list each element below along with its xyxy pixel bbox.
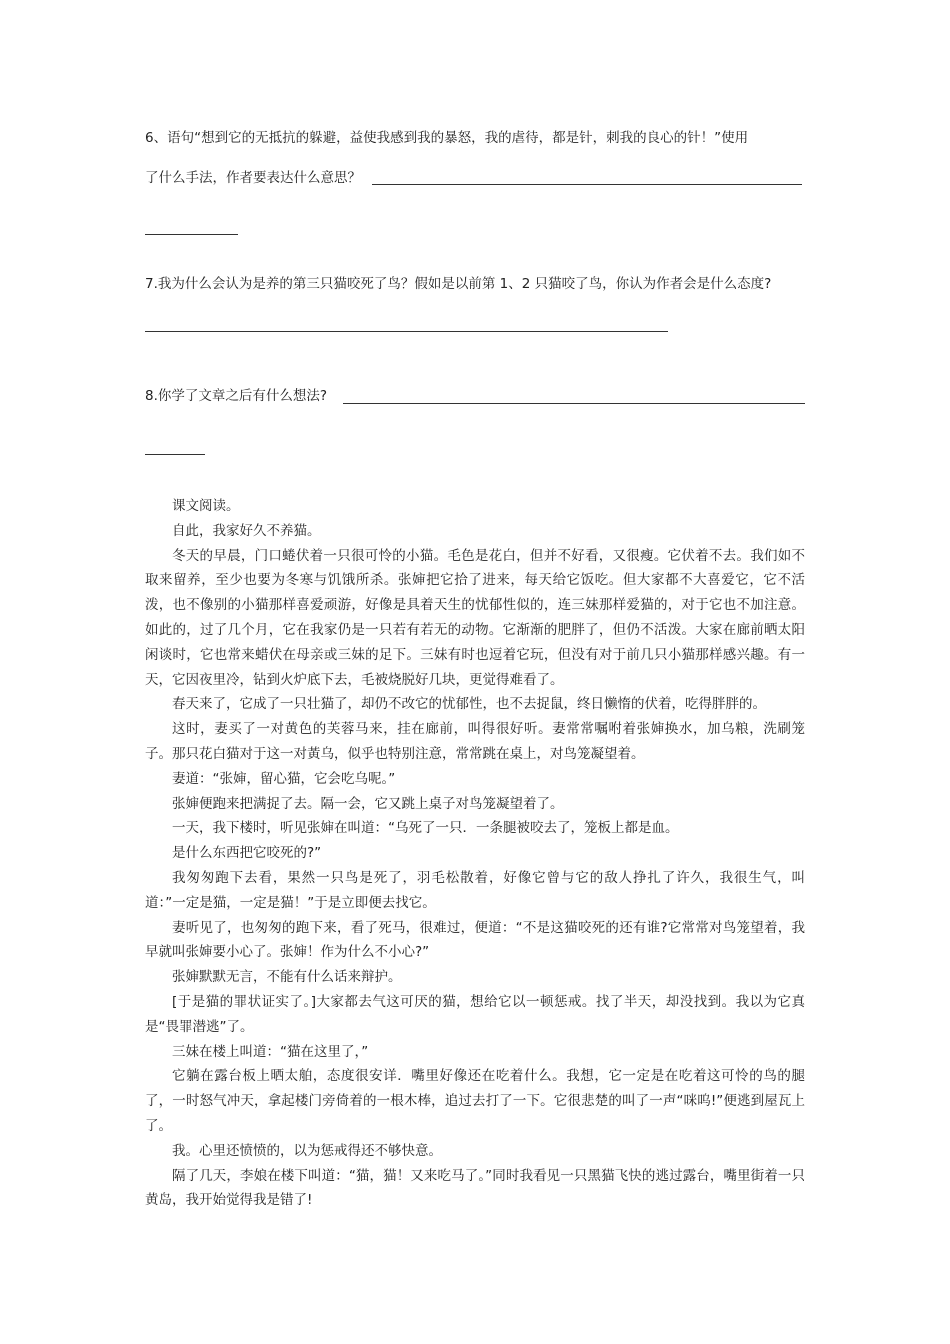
reading-paragraph: 一天，我下楼时，听见张婶在叫道：“乌死了一只．一条腿被咬去了，笼板上都是血。 [172, 820, 679, 837]
answer-line-q8-b [145, 454, 205, 455]
answer-line-q6-b [145, 234, 238, 235]
reading-paragraph: 春天来了，它成了一只壮猫了，却仍不改它的忧郁性，也不去捉鼠，终日懒惰的伏着，吃得胖胖的。 [172, 696, 766, 713]
reading-heading: 课文阅读。 [172, 498, 240, 514]
reading-paragraph: 我匆匆跑下去看，果然一只鸟是死了，羽毛松散着，好像它曾与它的敌人挣扎了许久，我很生气，叫道：”一定是猫，一定是猫！”于是立即便去找它。 [145, 869, 805, 911]
question-6-line-2: 了什么手法，作者要表达什么意思？ [145, 170, 361, 186]
question-8: 8.你学了文章之后有什么想法? [145, 388, 328, 404]
reading-paragraph: 我。心里还愤愤的，以为惩戒得还不够快意。 [172, 1142, 442, 1159]
reading-paragraph: 张婶便跑来把满捉了去。隔一会，它又跳上桌子对鸟笼凝望着了。 [172, 795, 564, 812]
reading-paragraph: 张婶默默无言，不能有什么话来辩护。 [172, 969, 402, 986]
reading-paragraph: 三妹在楼上叫道：“猫在这里了，” [172, 1043, 369, 1060]
reading-paragraph: 自此，我家好久不养猫。 [172, 522, 321, 539]
question-6-line-1: 6、语句“想到它的无抵抗的躲避，益使我感到我的暴怒，我的虐待，都是针，刺我的良心的针！”使用 [145, 130, 749, 146]
reading-paragraph: 妻听见了，也匆匆的跑下来，看了死马，很难过，便道：“不是这猫咬死的还有谁?它常常对鸟笼望着，我早就叫张婶要小心了。张婶！作为什么不小心?” [145, 919, 805, 961]
reading-paragraph: 它躺在露台板上晒太舶，态度很安详．嘴里好像还在吃着什么。我想，它一定是在吃着这可怜的鸟的腿了，一时怒气冲天，拿起楼门旁倚着的一根木棒，追过去打了一下。它很悲楚的叫了一声“咪呜!”便逃到屋瓦上了。 [145, 1068, 805, 1134]
reading-paragraph: 隔了几天，李娘在楼下叫道：“猫，猫！又来吃马了。”同时我看见一只黑猫飞快的逃过露台，嘴里街着一只黄岛，我开始觉得我是错了! [145, 1167, 805, 1209]
reading-paragraph: [于是猫的罪状证实了。]大家都去气这可厌的猫，想给它以一顿惩戒。找了半天，却没找到。我以为它真是“畏罪潜逃”了。 [145, 993, 805, 1035]
reading-section [145, 494, 805, 1213]
answer-line-q6-a [372, 184, 802, 185]
answer-line-q7 [145, 331, 668, 332]
answer-line-q8-a [343, 403, 805, 404]
reading-paragraph: 妻道：“张婶，留心猫，它会吃乌呢。” [172, 770, 396, 787]
reading-paragraph: 冬天的早晨，门口蜷伏着一只很可怜的小猫。毛色是花白，但并不好看，又很瘦。它伏着不去。我们如不取来留养，至少也要为冬寒与饥饿所杀。张婶把它拾了进来，每天给它饭吃。但大家都不大喜爱它，它不活泼，也不像别的小猫那样喜爱顽游，好像是具着天生的忧郁性似的，连三妹那样爱猫的，对于它也不加注意。如此的，过了几个月，它在我家仍是一只若有若无的动物。它渐渐的肥胖了，但仍不活泼。大家在廊前晒太阳闲谈时，它也常来蜡伏在母亲或三妹的足下。三妹有时也逗着它玩，但没有对于前几只小猫那样感兴趣。有一天，它因夜里冷，钻到火炉底下去，毛被烧脱好几块，更觉得难看了。 [145, 547, 805, 688]
reading-paragraph: 是什么东西把它咬死的?” [172, 845, 322, 862]
reading-paragraph: 这时，妻买了一对黄色的芙蓉马来，挂在廊前，叫得很好听。妻常常嘱咐着张婶换水，加乌粮，洗刷笼子。那只花白猫对于这一对黃乌，似乎也特别注意，常常跳在桌上，对鸟笼凝望着。 [145, 721, 805, 762]
question-7: 7.我为什么会认为是养的第三只猫咬死了鸟？假如是以前第 1、2 只猫咬了鸟，你认为作者会是什么态度? [145, 276, 772, 292]
